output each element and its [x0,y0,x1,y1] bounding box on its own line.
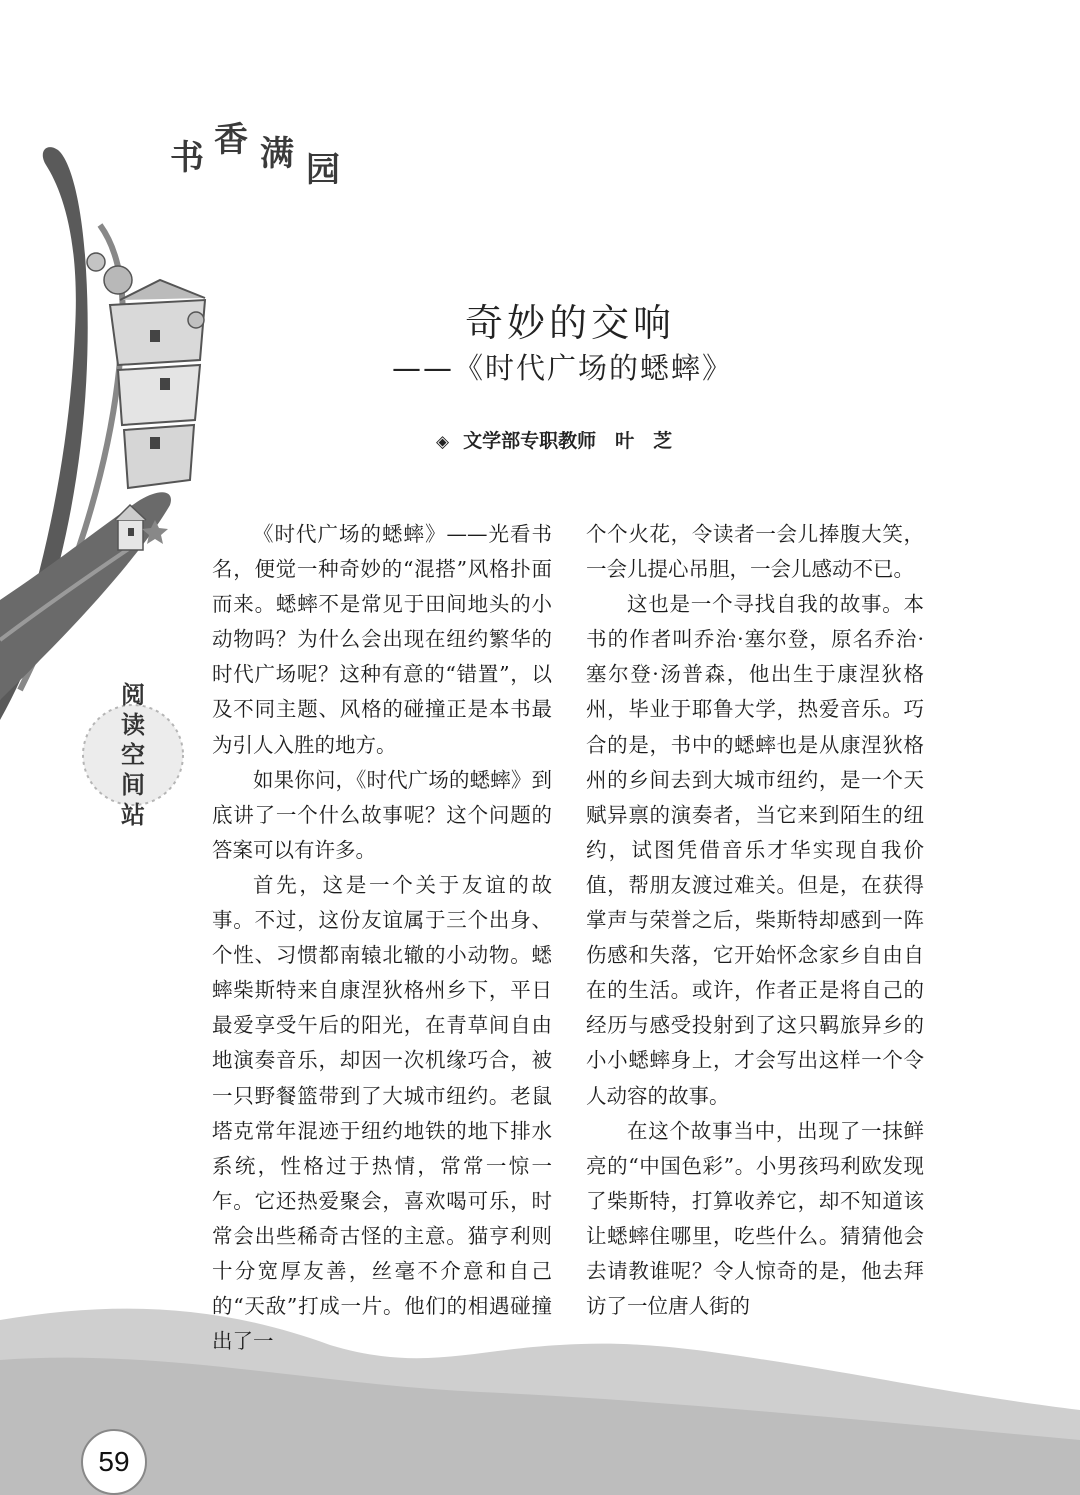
section-title-char: 满 [260,134,294,174]
side-label-char: 读 [121,711,145,739]
text-column-right [586,517,924,1324]
article-title: 奇妙的交响 [464,301,675,345]
paragraph-continuation: 个个火花，令读者一会儿捧腹大笑，一会儿提心吊胆，一会儿感动不已。 [586,522,924,582]
author-line [436,426,756,453]
section-title-char: 书 [170,138,204,178]
paragraph: 首先，这是一个关于友谊的故事。不过，这份友谊属于三个出身、个性、习惯都南辕北辙的小动物。蟋蟀柴斯特来自康涅狄格州乡下，平日最爱享受午后的阳光，在青草间自由地演奏音乐，却因一次机缘巧合，被一只野餐篮带到了大城市纽约。老鼠塔克常年混迹于纽约地铁的地下排水系统，性格过于热情，常常一惊一乍。它还热爱聚会，喜欢喝可乐，时常会出些稀奇古怪的主意。猫亨利则十分宽厚友善，丝毫不介意和自己的“天敌”打成一片。他们的相遇碰撞出了一 [212,872,552,1354]
author-marker-icon: ◈ [436,432,450,452]
side-label-char: 空 [121,741,145,769]
section-title-char: 园 [306,150,340,190]
text-column-left [212,517,552,1359]
side-label-char: 阅 [121,681,145,709]
section-title-char: 香 [214,120,248,160]
page-number: 59 [98,1446,130,1477]
section-title [170,112,370,190]
side-label [118,680,148,830]
paragraph: 在这个故事当中，出现了一抹鲜亮的“中国色彩”。小男孩玛利欧发现了柴斯特，打算收养它，却不知道该让蟋蟀住哪里，吃些什么。猜猜他会去请教谁呢？令人惊奇的是，他去拜访了一位唐人街的 [586,1118,924,1319]
side-label-char: 站 [121,801,145,829]
article-subtitle: ——《时代广场的蟋蟀》 [392,351,734,385]
side-label-char: 间 [121,771,145,799]
paragraph: 如果你问，《时代广场的蟋蟀》到底讲了一个什么故事呢？这个问题的答案可以有许多。 [212,767,552,862]
paragraph: 这也是一个寻找自我的故事。本书的作者叫乔治·塞尔登，原名乔治·塞尔登·汤普森，他出生于康涅狄格州，毕业于耶鲁大学，热爱音乐。巧合的是，书中的蟋蟀也是从康涅狄格州的乡间去到大城市纽约，是一个天赋异禀的演奏者，当它来到陌生的纽约，试图凭借音乐才华实现自我价值，帮朋友渡过难关。但是，在获得掌声与荣誉之后，柴斯特却感到一阵伤感和失落，它开始怀念家乡自由自在的生活。或许，作者正是将自己的经历与感受投射到了这只羁旅异乡的小小蟋蟀身上，才会写出这样一个令人动容的故事。 [586,592,924,1108]
author-name: 文学部专职教师 叶 芝 [463,430,673,452]
paragraph: 《时代广场的蟋蟀》——光看书名，便觉一种奇妙的“混搭”风格扑面而来。蟋蟀不是常见于田间地头的小动物吗？为什么会出现在纽约繁华的时代广场呢？这种有意的“错置”，以及不同主题、风格的碰撞正是本书最为引人入胜的地方。 [212,522,552,757]
